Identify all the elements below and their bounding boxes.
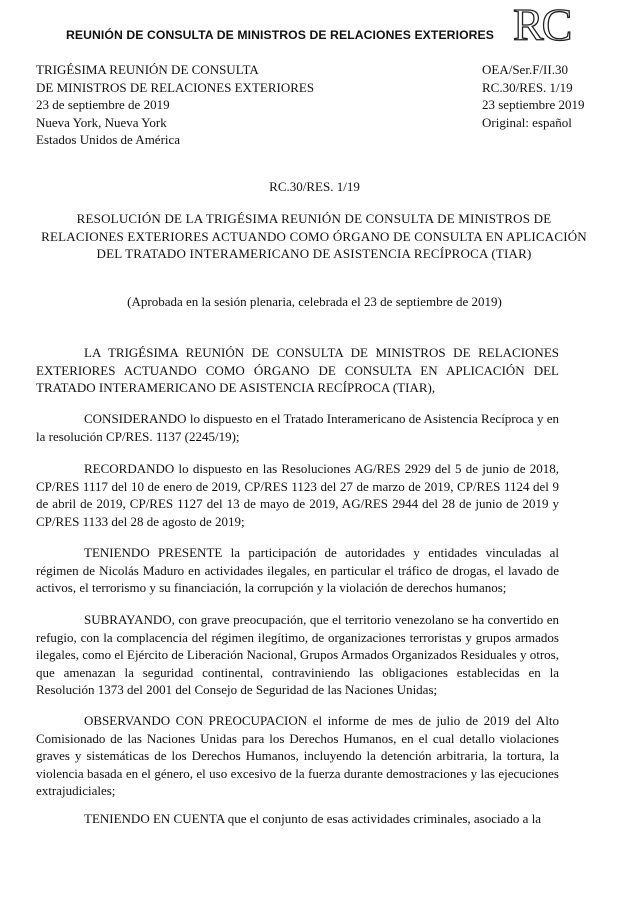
meeting-line: DE MINISTROS DE RELACIONES EXTERIORES [36, 79, 315, 95]
recordando-paragraph: RECORDANDO lo dispuesto en las Resoluciones AG/RES 2929 del 5 de junio de 2018, CP/RES 1117 del 10 de enero de 2019, CP/RES 1123 del 27 de marzo de 2019, CP/RES 1124 del 9 de abril de 2019, CP/RES 1127 del 13 de mayo de 2019, AG/RES 2944 del 28 de junio de 2019 y CP/RES 1133 del 28 de agosto de 2019; [36, 461, 559, 529]
series-code: OEA/Ser.F/II.30 [482, 62, 568, 77]
teniendo-en-cuenta-paragraph: TENIENDO EN CUENTA que el conjunto de esas actividades criminales, asociado a la [84, 811, 542, 826]
considerando-paragraph: CONSIDERANDO lo dispuesto en el Tratado Interamericano de Asistencia Recíproca y en la resolución CP/RES. 1137 (2245/19); [36, 411, 559, 444]
approval-note: (Aprobada en la sesión plenaria, celebrada el 23 de septiembre de 2019) [127, 294, 502, 309]
meeting-country: Estados Unidos de América [36, 132, 181, 148]
observando-paragraph: OBSERVANDO CON PREOCUPACION el informe de mes de julio de 2019 del Alto Comisionado de las Naciones Unidas para los Derechos Humanos, en el cual detallo violaciones graves y sistemáticas de los Derechos Humanos, incluyendo la detención arbitraria, la tortura, la violencia basada en el género, el uso excesivo de la fuerza durante demostraciones y las ejecuciones extrajudiciales; [36, 713, 559, 799]
meeting-line: TRIGÉSIMA REUNIÓN DE CONSULTA [36, 62, 259, 77]
teniendo-presente-paragraph: TENIENDO PRESENTE la participación de autoridades y entidades vinculadas al régimen de Nicolás Maduro en actividades ilegales, en particular el tráfico de drogas, el lavado de activos, el terrorismo y su financiación, la corrupción y la violación de derechos humanos; [36, 545, 559, 596]
header-title: REUNIÓN DE CONSULTA DE MINISTROS DE RELACIONES EXTERIORES [66, 28, 495, 42]
document-date: 23 septiembre 2019 [482, 97, 585, 113]
meeting-info [36, 61, 314, 149]
preamble-paragraph: LA TRIGÉSIMA REUNIÓN DE CONSULTA DE MINISTROS DE RELACIONES EXTERIORES ACTUANDO COMO ÓRGANO DE CONSULTA EN APLICACIÓN DEL TRATADO INTERAMERICANO DE ASISTENCIA RECÍPROCA (TIAR), [36, 345, 559, 396]
meeting-city: Nueva York, Nueva York [36, 114, 167, 130]
subrayando-paragraph: SUBRAYANDO, con grave preocupación, que el territorio venezolano se ha convertido en refugio, con la complacencia del régimen ilegítimo, de organizaciones terroristas y grupos armados ilegales, como el Ejército de Liberación Nacional, Grupos Armados Organizados Residuales y otros, que amenazan la seguridad continental, contraviniendo las obligaciones establecidas en la Resolución 1373 del 2001 del Consejo de Seguridad de las Naciones Unidas; [36, 612, 559, 698]
resolution-code: RC.30/RES. 1/19 [482, 79, 573, 95]
resolution-number: RC.30/RES. 1/19 [269, 179, 360, 194]
resolution-title: RESOLUCIÓN DE LA TRIGÉSIMA REUNIÓN DE CONSULTA DE MINISTROS DE RELACIONES EXTERIORES ACTUANDO COMO ÓRGANO DE CONSULTA EN APLICACIÓN DEL TRATADO INTERAMERICANO DE ASISTENCIA RECÍPROCA (TIAR) [41, 211, 587, 262]
meeting-date: 23 de septiembre de 2019 [36, 97, 170, 113]
document-reference [482, 61, 585, 131]
original-language: Original: español [482, 114, 572, 130]
rc-logo: RC [513, 0, 571, 50]
